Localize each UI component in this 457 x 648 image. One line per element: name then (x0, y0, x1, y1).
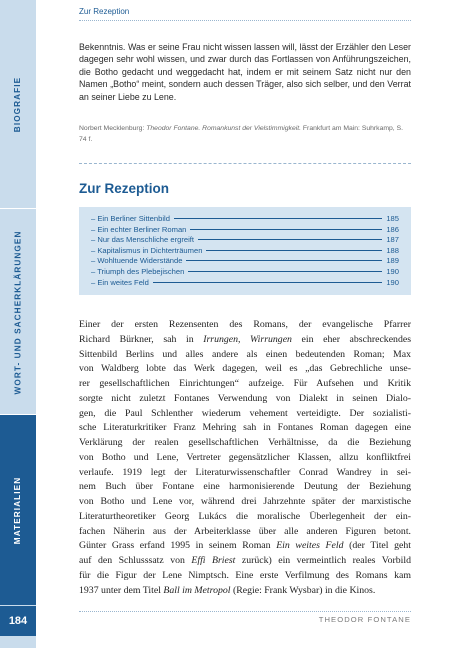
toc-item[interactable] (91, 225, 399, 236)
text-line: fachen Näherin aus der Arbeiterklasse über alle anderen Figuren betont. (79, 525, 411, 537)
toc-page: 188 (386, 245, 399, 255)
text-line: Literaturtheoretiker Georg Lukács die moralische Überlegenheit der ein- (79, 510, 411, 522)
text-line (79, 539, 411, 554)
toc-leader (174, 218, 382, 219)
text-line (79, 584, 411, 599)
toc-page: 189 (386, 256, 399, 266)
text-line: für die Figur der Lene Nimptsch. Eine erste Verfilmung des Romans kam (79, 569, 411, 581)
text-run: Günter Grass erfand 1995 in seinem Roman (79, 540, 277, 552)
sidebar-section-materialien[interactable] (0, 414, 36, 605)
toc-page: 190 (386, 277, 399, 287)
text-line (79, 333, 411, 348)
sidebar-label: WORT- UND SACHERKLÄRUNGEN (13, 230, 23, 394)
toc-item[interactable] (91, 256, 399, 267)
toc-item[interactable] (91, 246, 399, 257)
text-line: Sittenbild Berlins und alles andere als einen bedeutenden Roman; Max (79, 348, 411, 360)
toc-label: – Ein echter Berliner Roman (91, 224, 187, 234)
text-line: gen, die Paul Schlenther wiederum vehement verteidigte. Der sozialisti- (79, 407, 411, 419)
source-author: Norbert Mecklenburg: (79, 125, 147, 132)
toc-leader (153, 282, 383, 283)
text-line: von Botho und Lene, Vertreter gegensätzlicher Klassen, allzu konfliktfrei (79, 451, 411, 463)
text-line: Verklärung der realen gesellschaftlichen Verhältnisse, da die Beziehung (79, 437, 411, 448)
toc-page: 187 (386, 235, 399, 245)
toc-leader (186, 260, 382, 261)
footer-divider (79, 611, 411, 612)
text-line: verlaufe. 1919 legt der Literaturwissenschaftler Conrad Wandrey in sei- (79, 466, 411, 478)
toc-page: 190 (386, 266, 399, 276)
sidebar-section-wort-und-sacherklaerungen[interactable] (0, 208, 36, 415)
toc-label: – Kapitalismus in Dichterträumen (91, 245, 203, 255)
text-line (79, 554, 411, 569)
section-title: Zur Rezeption (79, 181, 169, 196)
toc-item[interactable] (91, 235, 399, 246)
toc-label: – Wohltuende Widerstände (91, 256, 183, 266)
toc-leader (188, 271, 382, 272)
sidebar-label: MATERIALIEN (13, 476, 23, 544)
film-title-ball-im-metropol: Ball im Metropol (163, 584, 231, 596)
page-number: 184 (0, 606, 36, 636)
sidebar-section-biografie[interactable] (0, 0, 36, 208)
sidebar (0, 0, 36, 648)
toc-page: 185 (386, 214, 399, 223)
toc-label: – Nur das Menschliche ergreift (91, 235, 194, 245)
text-run: (Regie: Frank Wysbar) in die Kinos. (230, 584, 376, 596)
toc-leader (206, 250, 382, 251)
intro-paragraph: Bekenntnis. Was er seine Frau nicht wissen lassen will, lässt der Erzähler den Leser dagegen sehr wohl wissen, und zwar durch das Fortlassen von Anführungszeichen, die Botho gedacht und weggedacht hat, indem er mit seinem Satz nicht nur den Namen „Botho“ meint, sondern auch dessen Träger, also sich selber, und den Verrat an seiner Liebe zu Lene. (79, 42, 411, 102)
toc-item[interactable] (91, 267, 399, 278)
text-line: sche Literaturkritiker Franz Mehring sah in Fontanes Roman dagegen eine (79, 422, 411, 434)
toc-leader (198, 239, 382, 240)
footer-author: THEODOR FONTANE (318, 615, 411, 624)
toc-box (79, 207, 411, 295)
toc-item[interactable] (91, 214, 399, 225)
text-run: auf den Schlusssatz von (79, 555, 192, 566)
source-citation (79, 124, 411, 145)
text-run: zurück) ein vermeintlich reales Vorbild (235, 555, 411, 566)
toc-label: – Ein weites Feld (91, 277, 149, 287)
text-run: Richard Bürkner, sah in (79, 333, 204, 345)
text-line: sorgte nicht zuletzt Fontanes Verwendung von Dialekt in seinen Dialo- (79, 392, 411, 404)
text-line: nem Buch über Fontane eine harmonisierende Deutung der Beziehung (79, 481, 411, 493)
text-line: von Botho und Lene vor, während drei Jahrzehnte später der marxistische (79, 496, 411, 507)
toc-page: 186 (386, 224, 399, 234)
text-run: ein eher abschreckendes (291, 333, 412, 345)
header-divider (79, 20, 411, 21)
text-line: Einer der ersten Rezensenten des Romans, der evangelische Pfarrer (79, 319, 411, 330)
text-line: von Waldberg lobte das Werk dagegen, weil es „das Gebrechliche unse- (79, 363, 411, 375)
toc-leader (190, 229, 382, 230)
main-paragraph (79, 318, 411, 598)
toc-label: – Triumph des Plebejischen (91, 266, 185, 276)
book-title-irrungen-wirrungen: Irrungen, Wirrungen (203, 333, 292, 345)
toc-item[interactable] (91, 278, 399, 289)
source-title: Theodor Fontane. Romankunst der Vielstimmigkeit. (146, 125, 302, 132)
running-head: Zur Rezeption (79, 7, 130, 16)
source-rest: Frankfurt am Main: Suhrkamp, S. 74 f. (79, 125, 404, 143)
book-title-ein-weites-feld: Ein weites Feld (276, 540, 344, 552)
text-run: (der Titel geht (343, 540, 411, 552)
toc-label: – Ein Berliner Sittenbild (91, 214, 170, 223)
text-run: 1937 unter dem Titel (79, 584, 164, 596)
sidebar-label: BIOGRAFIE (13, 76, 23, 132)
book-title-effi-briest: Effi Briest (191, 555, 236, 566)
section-divider (79, 163, 411, 164)
text-line: rer gesellschaftlichen Einrichtungen“ aufzeige. Für Aufsehen und Kritik (79, 378, 411, 389)
